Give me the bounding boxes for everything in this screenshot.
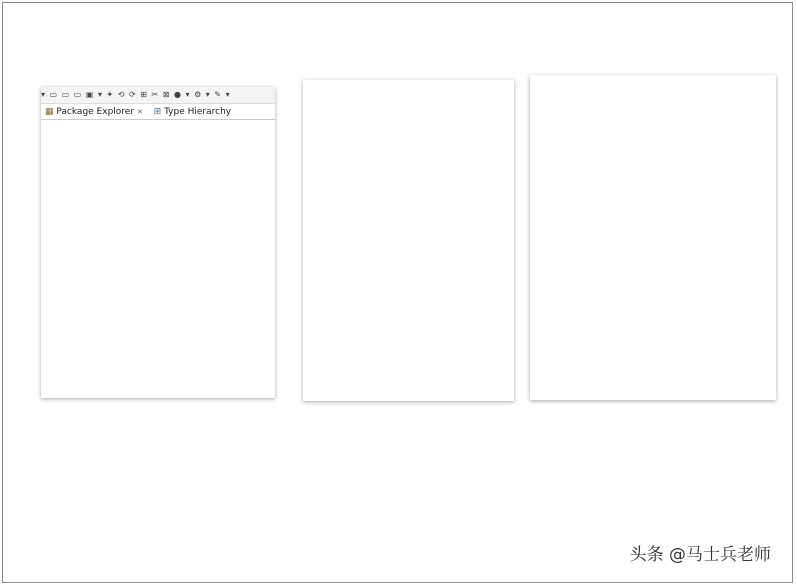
package-explorer-panel — [41, 87, 275, 398]
tab-package-explorer[interactable] — [41, 105, 147, 119]
close-icon[interactable]: ✕ — [136, 108, 143, 116]
tab-type-hierarchy[interactable] — [150, 105, 235, 119]
package-explorer-icon: ▦ — [45, 107, 54, 117]
tab-type-hierarchy-label: Type Hierarchy — [164, 107, 232, 117]
common-tree-panel — [303, 80, 514, 401]
explorer-tabs — [41, 105, 275, 120]
type-hierarchy-icon: ⊞ — [153, 107, 162, 117]
explorer-toolbar[interactable]: ▾ ▭ ▭ ▭ ▣ ▾ ✦ ⟲ ⟳ ⊞ ✂ ⊠ ● ▾ ⚙ ▾ ✎ ▾ — [41, 87, 275, 104]
tab-package-explorer-label: Package Explorer — [56, 107, 135, 117]
service-sms-tree-panel — [530, 75, 776, 400]
watermark: 头条 @马士兵老师 — [629, 545, 771, 565]
